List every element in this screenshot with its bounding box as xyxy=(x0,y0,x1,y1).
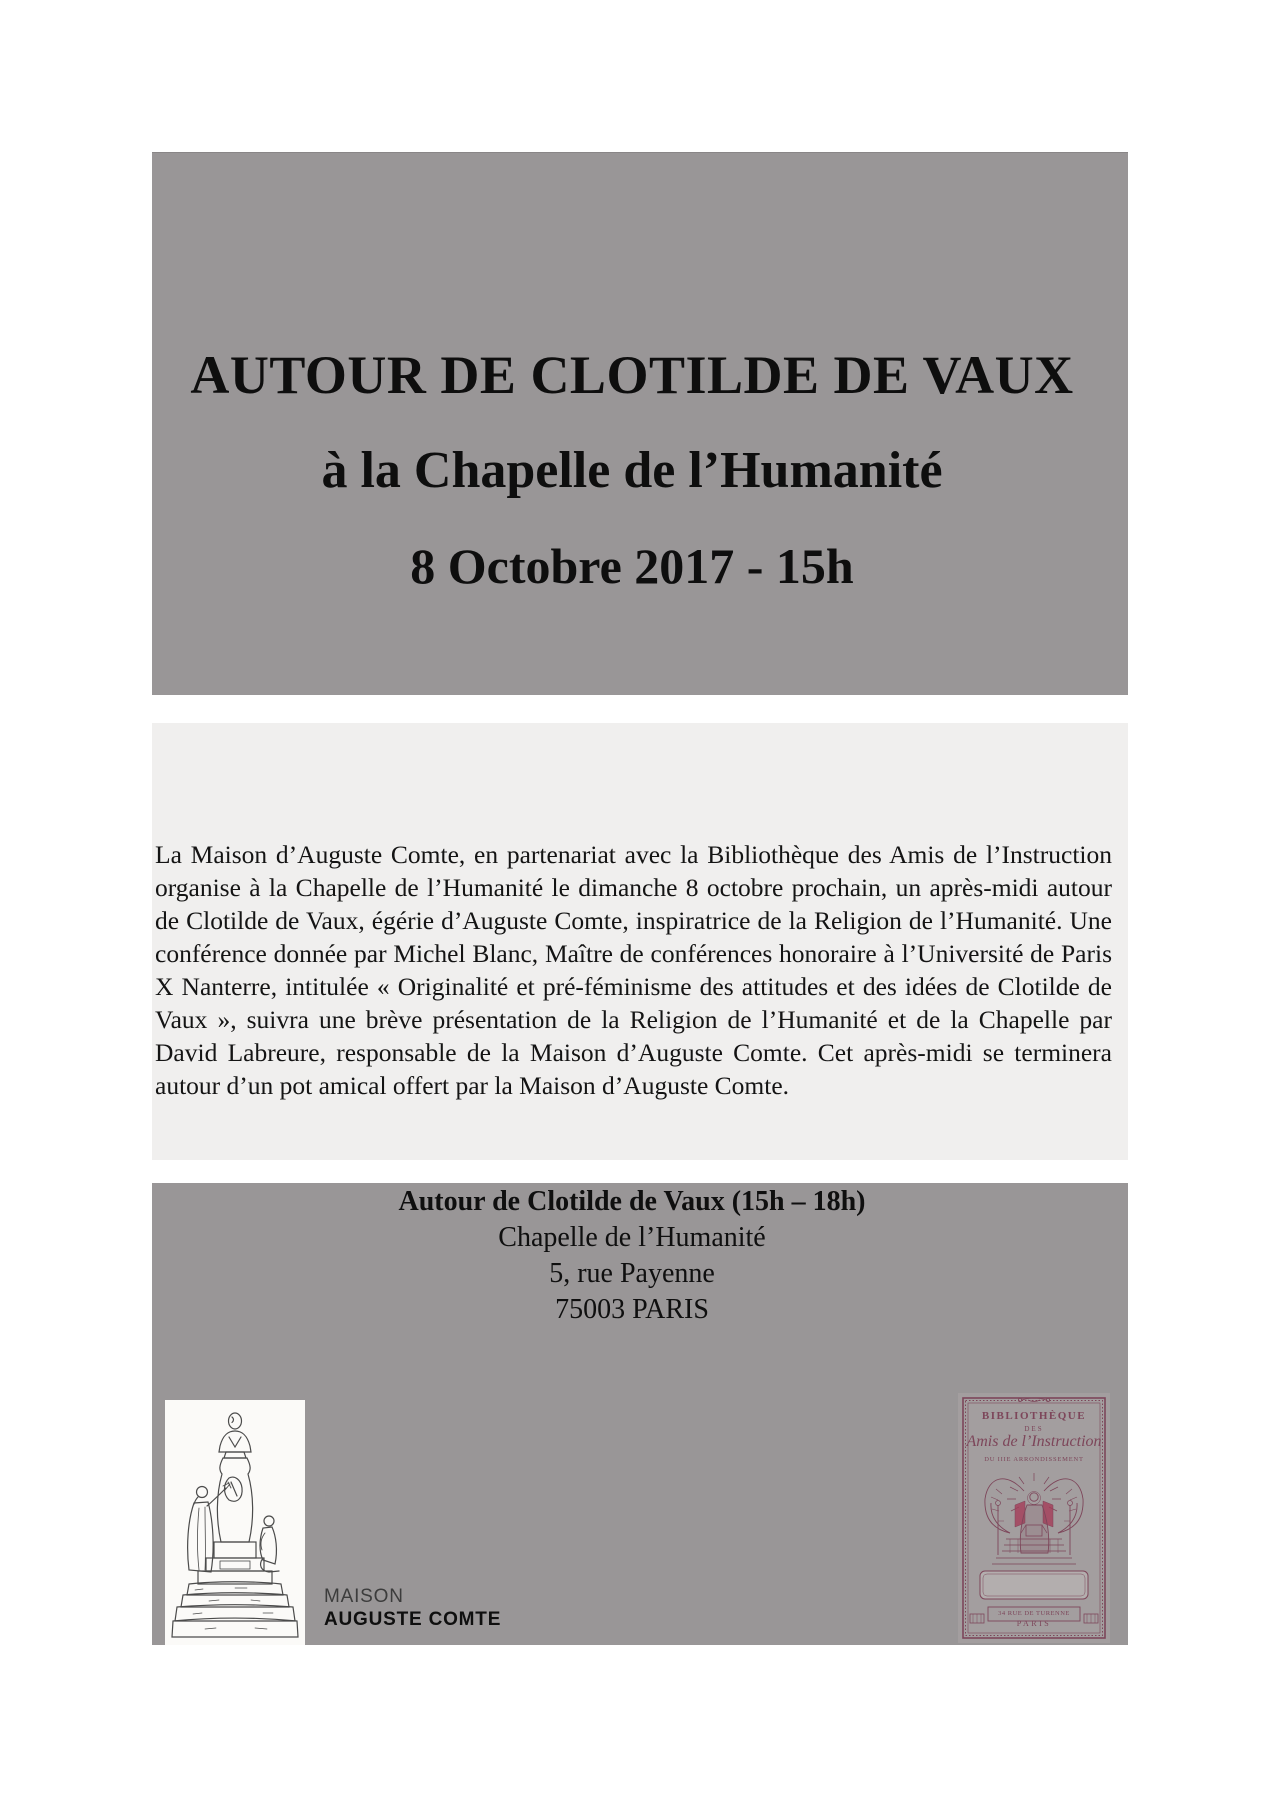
intro-panel xyxy=(152,723,1128,1160)
event-title: AUTOUR DE CLOTILDE DE VAUX xyxy=(190,345,1074,405)
event-details-panel xyxy=(152,1183,1128,1645)
event-street: 5, rue Payenne xyxy=(549,1258,715,1289)
bookplate-city: PARIS xyxy=(1016,1619,1052,1628)
bookplate-arrondissement: DU IIIE ARRONDISSEMENT xyxy=(984,1456,1084,1463)
statue-monument-icon xyxy=(165,1400,305,1645)
bookplate-image xyxy=(958,1393,1110,1643)
event-city: 75003 PARIS xyxy=(555,1294,709,1325)
auguste-comte-label: AUGUSTE COMTE xyxy=(324,1609,502,1630)
bookplate-title: BIBLIOTHÈQUE xyxy=(981,1410,1087,1422)
title-banner xyxy=(152,152,1128,695)
event-venue: Chapelle de l’Humanité xyxy=(498,1222,766,1253)
statue-sketch-image xyxy=(165,1400,305,1645)
intro-paragraph: La Maison d’Auguste Comte, en partenariat avec la Bibliothèque des Amis de l’Instruction organise à la Chapelle de l’Humanité le dimanche 8 octobre prochain, un après-midi autour de Clotilde de Vaux, égérie d’Auguste Comte, inspiratrice de la Religion de l’Humanité. Une conférence donnée par Michel Blanc, Maître de conférences honoraire à l’Université de Paris X Nanterre, intitulée « Originalité et pré-féminisme des attitudes et des idées de Clotilde de Vaux », suivra une brève présentation de la Religion de l’Humanité et de la Chapelle par David Labreure, responsable de la Maison d’Auguste Comte. Cet après-midi se terminera autour d’un pot amical offert par la Maison d’Auguste Comte. xyxy=(155,840,1112,1100)
event-details-heading: Autour de Clotilde de Vaux (15h – 18h) xyxy=(398,1186,866,1217)
maison-auguste-comte-logo xyxy=(324,1585,501,1632)
bookplate-des: DES xyxy=(1024,1425,1044,1433)
event-venue-line: à la Chapelle de l’Humanité xyxy=(321,442,943,499)
bookplate-street: 34 RUE DE TURENNE xyxy=(998,1610,1070,1617)
maison-label: MAISON xyxy=(324,1586,404,1607)
event-date-line: 8 Octobre 2017 - 15h xyxy=(410,538,854,594)
bookplate-script-title: Amis de l’Instruction xyxy=(966,1433,1102,1450)
